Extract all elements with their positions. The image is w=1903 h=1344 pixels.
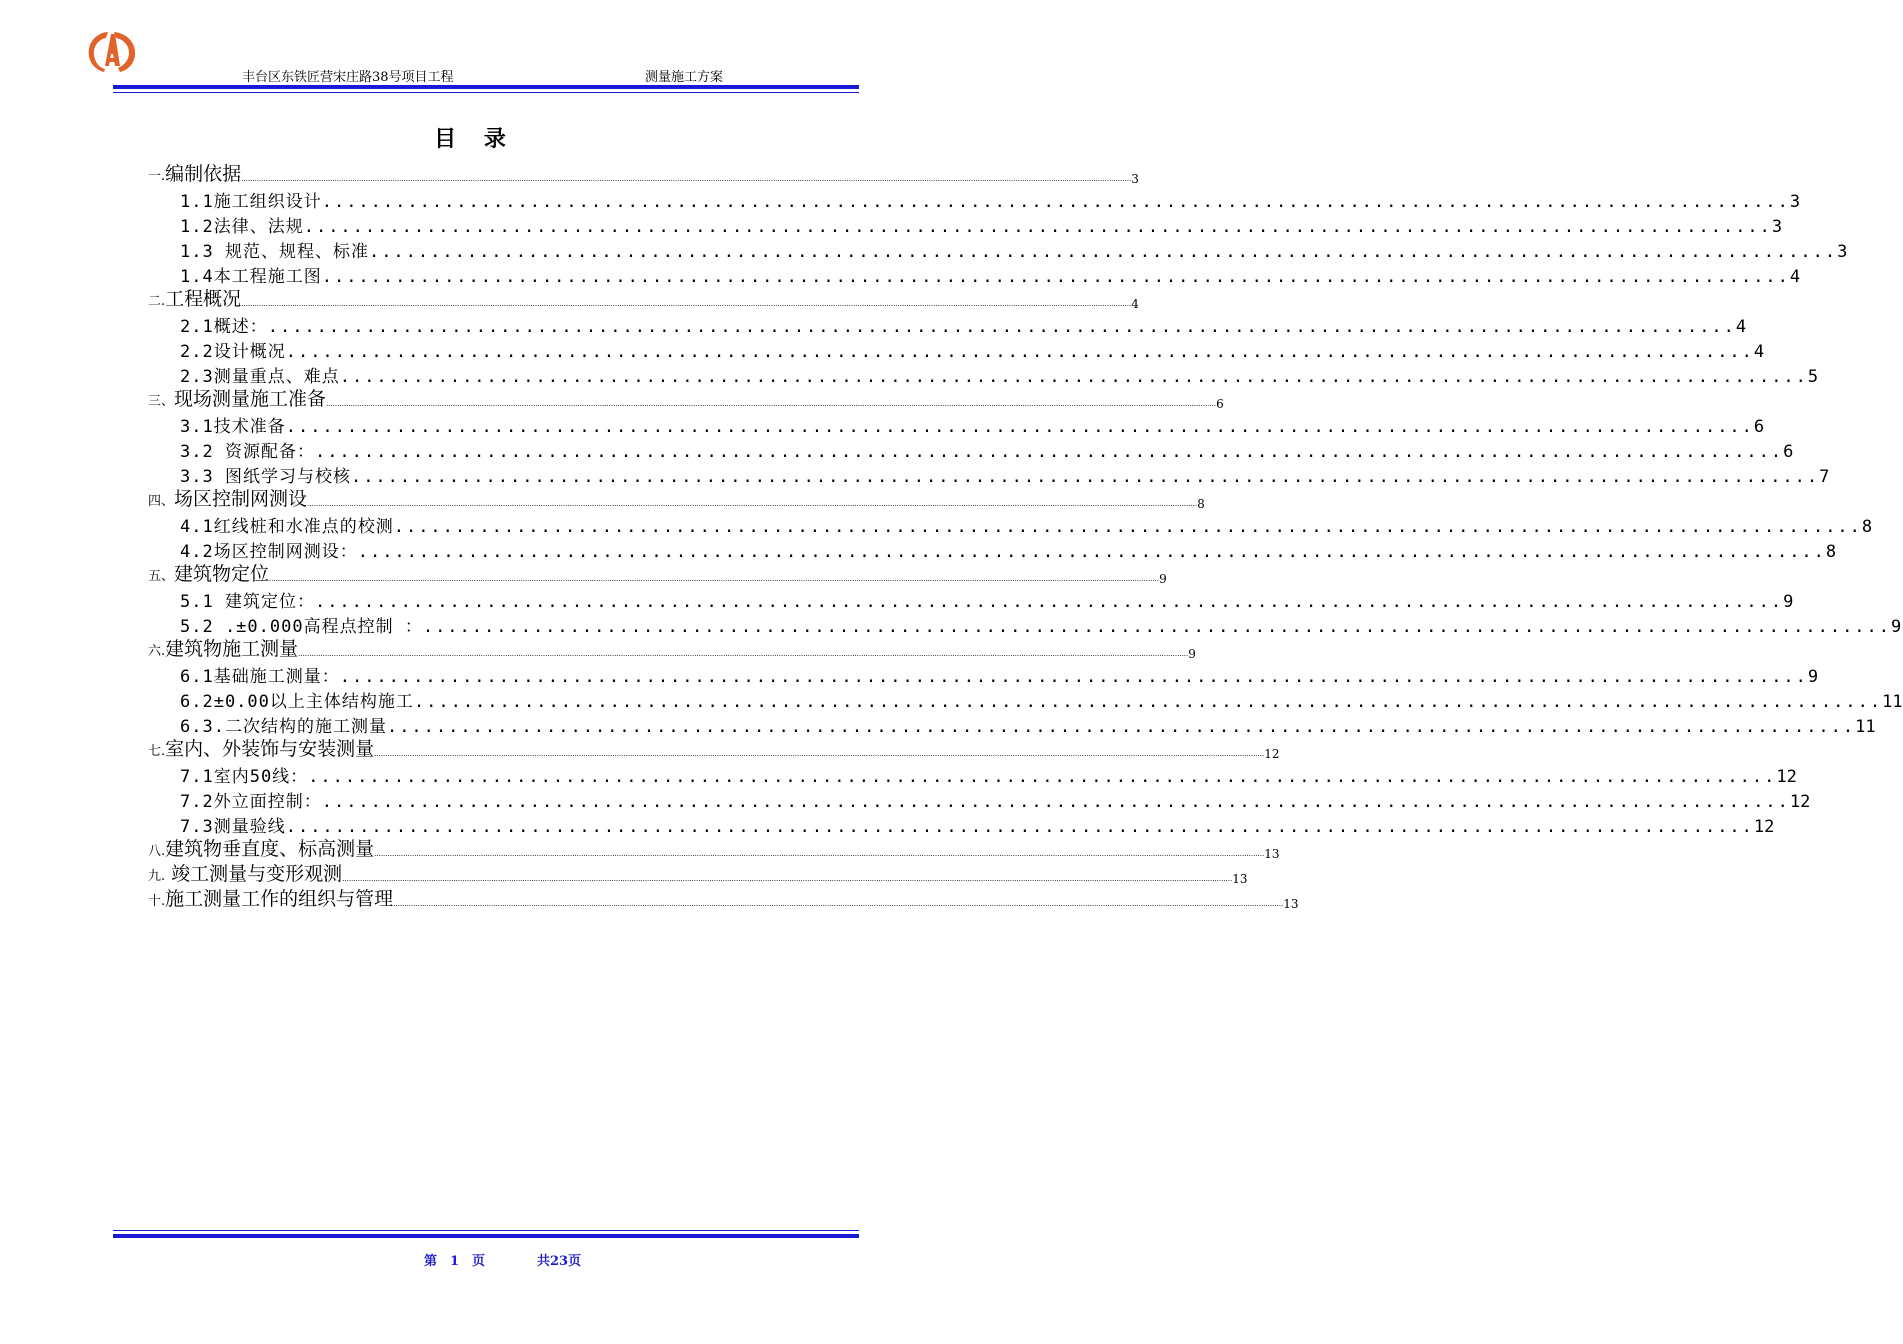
toc-entry-label [180,266,322,288]
toc-entry-label [148,488,307,513]
toc-section-entry[interactable] [148,513,1873,538]
table-of-contents [148,163,1903,913]
footer-rule-thick [113,1234,859,1238]
footer-rule-thin [113,1230,859,1231]
toc-page-number: 9 [1188,647,1196,661]
toc-entry-label [148,838,374,863]
toc-page-number: 4 [1131,297,1139,311]
toc-entry-text: 竣工测量与变形观测 [165,863,343,885]
footer-page-total: 共23页 [537,1254,582,1269]
toc-dot-leader: ........................................................................................................................ [303,217,1772,237]
toc-dot-leader: ................................................................................................................................................................................................................................................................................................................................................................................................................ [241,300,1132,308]
toc-page-number: 12 [1789,792,1811,812]
toc-entry-text: 3.2 资源配备： [180,442,315,462]
toc-entry-text: 1.4本工程施工图 [180,267,322,287]
toc-entry-label [180,191,322,213]
toc-page-number: 9 [1891,617,1902,637]
toc-entry-text: 6.1基础施工测量： [180,667,340,687]
toc-entry-text: 建筑物施工测量 [165,638,299,660]
toc-page-number: 7 [1819,467,1830,487]
toc-dot-leader: ........................................................................................................................ [285,817,1754,837]
toc-dot-leader: ........................................................................................................................ [285,417,1754,437]
toc-page-number: 9 [1159,572,1167,586]
header-rule-thick [113,85,859,89]
toc-section-entry[interactable] [148,338,1765,363]
toc-section-entry[interactable] [148,313,1747,338]
toc-section-entry[interactable] [148,238,1848,263]
toc-dot-leader: ........................................................................................................................ [350,467,1820,487]
toc-dot-leader: ........................................................................................................................ [321,792,1790,812]
toc-page-number: 6 [1216,397,1224,411]
toc-entry-label [180,516,394,538]
toc-entry-text: 1.3 规范、规程、标准 [180,242,369,262]
toc-page-number: 12 [1753,817,1775,837]
toc-entry-label [148,288,241,313]
toc-page-number: 4 [1753,342,1765,362]
header-project-name: 丰台区东铁匠营宋庄路38号项目工程 [242,70,454,85]
toc-dot-leader: ........................................................................................................................ [314,442,1784,462]
toc-entry-label [180,791,322,813]
toc-entry-text: 工程概况 [165,288,242,310]
toc-entry-label [148,863,342,888]
toc-dot-leader: ........................................................................................................................ [285,342,1754,362]
toc-dot-leader: ........................................................................................................................ [308,767,1777,787]
toc-chapter-number: 一. [148,169,166,184]
toc-entry-label [180,366,340,388]
toc-page-number: 6 [1783,442,1794,462]
toc-dot-leader: ........................................................................................................................ [314,592,1784,612]
toc-chapter-entry[interactable] [148,288,1139,313]
toc-page-number: 5 [1807,367,1819,387]
toc-entry-label [180,766,308,788]
toc-page-number: 8 [1197,497,1205,511]
toc-dot-leader: ........................................................................................................................ [422,617,1892,637]
toc-entry-text: 场区控制网测设 [174,488,308,510]
toc-entry-text: 现场测量施工准备 [174,388,327,410]
toc-entry-label [148,638,298,663]
toc-section-entry[interactable] [148,213,1783,238]
toc-chapter-number: 六. [148,644,166,659]
toc-section-entry[interactable] [148,813,1775,838]
toc-entry-text: 室内、外装饰与安装测量 [165,738,375,760]
toc-entry-text: 7.3测量验线 [180,817,286,837]
toc-dot-leader: ........................................................................................................................ [357,542,1826,562]
toc-chapter-entry[interactable] [148,863,1248,888]
toc-entry-text: 4.2场区控制网测设： [180,542,358,562]
toc-entry-text: 4.1红线桩和水准点的校测 [180,517,394,537]
toc-dot-leader: ................................................................................................................................................................................................................................................................................................................................................................................................................ [269,575,1160,583]
toc-section-entry[interactable] [148,763,1797,788]
toc-entry-label [180,216,304,238]
toc-chapter-number: 十. [148,894,166,909]
toc-dot-leader: ................................................................................................................................................................................................................................................................................................................................................................................................................ [374,750,1265,758]
toc-page-number: 13 [1283,897,1299,911]
toc-entry-label [180,816,286,838]
toc-dot-leader: ........................................................................................................................ [321,192,1790,212]
toc-section-entry[interactable] [148,688,1903,713]
toc-page-number: 3 [1771,217,1783,237]
toc-page-number: 13 [1232,872,1248,886]
toc-chapter-entry[interactable] [148,638,1196,663]
toc-entry-text: 7.2外立面控制： [180,792,322,812]
toc-dot-leader: ................................................................................................................................................................................................................................................................................................................................................................................................................ [374,850,1265,858]
toc-dot-leader: ........................................................................................................................ [267,317,1736,337]
toc-entry-label [148,563,269,588]
toc-entry-text: 7.1室内50线： [180,767,309,787]
toc-chapter-entry[interactable] [148,563,1167,588]
toc-entry-label [148,738,374,763]
toc-section-entry[interactable] [148,613,1902,638]
toc-page-number: 12 [1776,767,1797,787]
company-logo-icon [84,28,138,76]
toc-entry-text: 6.3.二次结构的施工测量 [180,717,387,737]
toc-chapter-number: 三、 [148,394,175,409]
toc-entry-text: 2.3测量重点、难点 [180,367,340,387]
toc-chapter-number: 四、 [148,494,175,509]
toc-chapter-entry[interactable] [148,488,1205,513]
toc-section-entry[interactable] [148,713,1876,738]
toc-entry-label [180,316,268,338]
toc-chapter-entry[interactable] [148,738,1280,763]
toc-page-number: 3 [1131,172,1139,186]
toc-entry-text: 施工测量工作的组织与管理 [165,888,394,910]
toc-entry-text: 3.1技术准备 [180,417,286,437]
toc-entry-label [180,716,387,738]
header-rule-thin [113,92,859,93]
toc-entry-text: 1.1施工组织设计 [180,192,322,212]
toc-entry-label [148,163,241,188]
toc-chapter-entry[interactable] [148,388,1224,413]
toc-section-entry[interactable] [148,588,1794,613]
toc-entry-label [180,466,351,488]
toc-page-number: 8 [1825,542,1837,562]
toc-page-number: 6 [1753,417,1765,437]
toc-title: 目 录 [434,126,516,152]
toc-chapter-number: 二. [148,294,166,309]
toc-entry-label [180,241,369,263]
toc-chapter-number: 九. [148,869,166,884]
toc-entry-text: 建筑物定位 [174,563,270,585]
toc-entry-text: 编制依据 [165,163,242,185]
toc-dot-leader: ................................................................................................................................................................................................................................................................................................................................................................................................................ [326,400,1217,408]
toc-dot-leader: ................................................................................................................................................................................................................................................................................................................................................................................................................ [241,175,1132,183]
toc-page-number: 3 [1789,192,1801,212]
toc-page-number: 3 [1837,242,1848,262]
toc-chapter-number: 五、 [148,569,175,584]
toc-section-entry[interactable] [148,788,1811,813]
toc-entry-text: 1.2法律、法规 [180,217,304,237]
toc-entry-label [180,691,414,713]
toc-page-number: 9 [1807,667,1819,687]
toc-entry-text: 建筑物垂直度、标高测量 [165,838,375,860]
toc-entry-text: 3.3 图纸学习与校核 [180,467,351,487]
toc-dot-leader: ........................................................................................................................ [413,692,1883,712]
toc-entry-text: 6.2±0.00以上主体结构施工 [180,692,414,712]
toc-entry-text: 5.2 .±0.000高程点控制 ： [180,617,423,637]
footer-page-number: 第 1 页 [424,1254,486,1269]
toc-entry-label [180,341,286,363]
header-doc-title: 测量施工方案 [645,70,724,85]
toc-section-entry[interactable] [148,663,1819,688]
toc-dot-leader: ........................................................................................................................ [393,517,1862,537]
toc-page-number: 11 [1882,692,1903,712]
toc-section-entry[interactable] [148,538,1837,563]
toc-page-number: 9 [1783,592,1794,612]
toc-entry-label [148,388,326,413]
toc-page-number: 11 [1855,717,1876,737]
toc-dot-leader: ................................................................................................................................................................................................................................................................................................................................................................................................................ [342,875,1233,883]
toc-section-entry[interactable] [148,263,1801,288]
toc-entry-label [180,541,358,563]
toc-chapter-entry[interactable] [148,838,1280,863]
toc-page-number: 12 [1264,747,1280,761]
toc-entry-label [180,616,423,638]
toc-dot-leader: ........................................................................................................................ [321,267,1790,287]
toc-section-entry[interactable] [148,188,1801,213]
toc-page-number: 8 [1861,517,1873,537]
toc-chapter-number: 八. [148,844,166,859]
toc-chapter-entry[interactable] [148,888,1299,913]
toc-section-entry[interactable] [148,413,1765,438]
toc-entry-label [148,888,393,913]
toc-page-number: 13 [1264,847,1280,861]
toc-dot-leader: ........................................................................................................................ [339,367,1808,387]
toc-entry-label [180,416,286,438]
toc-dot-leader: ........................................................................................................................ [386,717,1856,737]
toc-entry-text: 5.1 建筑定位： [180,592,315,612]
toc-dot-leader: ........................................................................................................................ [368,242,1838,262]
toc-entry-text: 2.1概述： [180,317,268,337]
toc-section-entry[interactable] [148,438,1794,463]
toc-section-entry[interactable] [148,463,1830,488]
toc-dot-leader: ................................................................................................................................................................................................................................................................................................................................................................................................................ [393,900,1284,908]
toc-entry-label [180,591,315,613]
toc-dot-leader: ........................................................................................................................ [339,667,1808,687]
toc-dot-leader: ................................................................................................................................................................................................................................................................................................................................................................................................................ [298,650,1189,658]
toc-page-number: 4 [1789,267,1801,287]
toc-entry-text: 2.2设计概况 [180,342,286,362]
toc-chapter-number: 七. [148,744,166,759]
toc-section-entry[interactable] [148,363,1819,388]
toc-entry-label [180,666,340,688]
toc-dot-leader: ................................................................................................................................................................................................................................................................................................................................................................................................................ [307,500,1198,508]
toc-chapter-entry[interactable] [148,163,1139,188]
toc-page-number: 4 [1735,317,1747,337]
toc-entry-label [180,441,315,463]
